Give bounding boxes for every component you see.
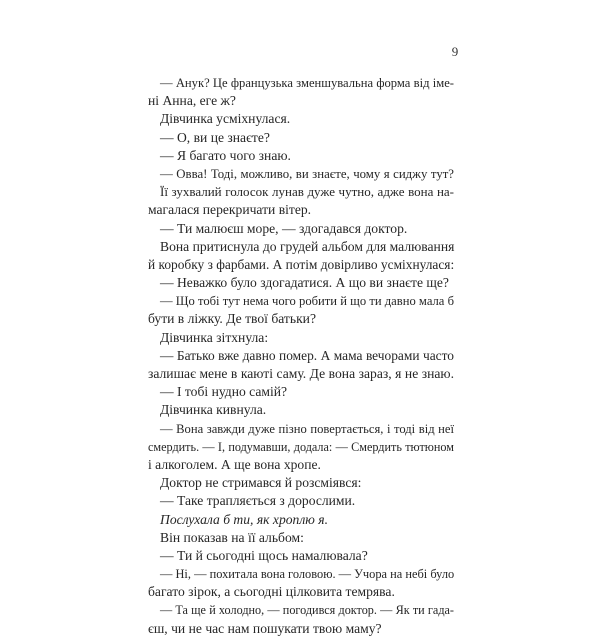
text-line: — Анук? Це французька зменшувальна форма від іме- bbox=[160, 76, 454, 90]
text-line: Доктор не стримався й розсміявся: bbox=[160, 475, 362, 491]
text-line: Її зухвалий голосок лунав дуже чутно, адже вона на- bbox=[160, 184, 454, 200]
page-number: 9 bbox=[451, 44, 459, 59]
text-line: й коробку з фарбами. А потім довірливо усміхнулася: bbox=[148, 256, 455, 272]
text-line: — Що тобі тут нема чого робити й що ти давно мала б bbox=[160, 294, 454, 309]
text-line: — Овва! Тоді, можливо, ви знаєте, чому я сиджу тут? bbox=[160, 166, 454, 181]
text-line: — Та ще й холодно, — погодився доктор. — Як ти гада- bbox=[160, 603, 454, 618]
text-line: — Неважко було здогадатися. А що ви знаєте ще? bbox=[160, 275, 449, 291]
text-line: Послухала б ти, як хроплю я. bbox=[160, 511, 328, 527]
text-line: Дівчинка кивнула. bbox=[160, 402, 267, 418]
text-line: смердить. — І, подумавши, додала: — Смердить тютюном bbox=[148, 439, 454, 454]
text-line: — І тобі нудно самій? bbox=[160, 384, 288, 400]
text-line: — Ти малюєш море, — здогадався доктор. bbox=[160, 220, 408, 236]
text-line: магалася перекричати вітер. bbox=[148, 202, 312, 218]
text-line: залишає мене в каюті саму. Де вона зараз, я не знаю. bbox=[148, 366, 454, 381]
text-line: багато зірок, а сьогодні цілковита темрява. bbox=[148, 584, 395, 600]
text-line: — Вона завжди дуже пізно повертається, і тоді від неї bbox=[160, 421, 454, 436]
text-line: — Таке трапляється з дорослими. bbox=[160, 493, 356, 509]
text-line: Він показав на її альбом: bbox=[160, 529, 304, 545]
text-line: — Ти й сьогодні щось намалювала? bbox=[160, 547, 368, 563]
text-line: — О, ви це знаєте? bbox=[160, 129, 270, 145]
text-line: — Батько вже давно помер. А мама вечорами часто bbox=[160, 347, 454, 363]
text-line: бути в ліжку. Де твої батьки? bbox=[148, 311, 316, 327]
text-line: Вона притиснула до грудей альбом для малювання bbox=[160, 238, 455, 254]
text-line: Дівчинка усміхнулася. bbox=[160, 111, 291, 127]
text-line: Дівчинка зітхнула: bbox=[160, 329, 269, 345]
text-line: — Ні, — похитала вона головою. — Учора на небі було bbox=[160, 567, 455, 582]
text-line: — Я багато чого знаю. bbox=[160, 147, 291, 163]
text-line: ні Анна, еге ж? bbox=[148, 93, 236, 109]
body-text bbox=[148, 74, 454, 638]
text-line: і алкоголем. А ще вона хропе. bbox=[148, 456, 321, 472]
text-line: єш, чи не час нам пошукати твою маму? bbox=[148, 620, 382, 636]
